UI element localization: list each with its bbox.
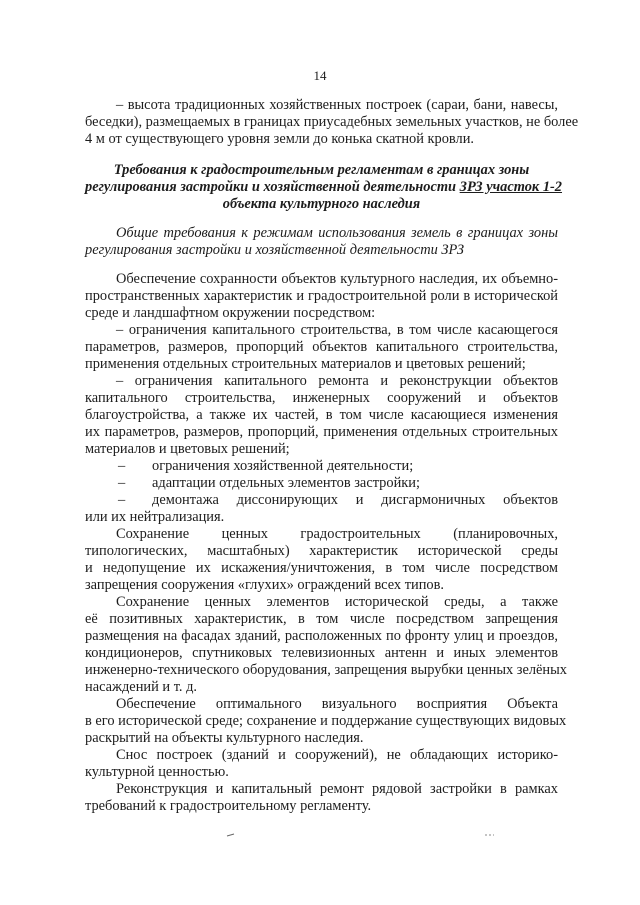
text-line: типологических, масштабных) характеристик исторической среды: [85, 543, 558, 559]
section-heading-text: регулирования застройки и хозяйственной деятельности: [85, 179, 460, 195]
zone-code: ЗРЗ участок 1-2: [459, 179, 563, 195]
text-line: Снос построек (зданий и сооружений), не обладающих историко-: [116, 747, 558, 763]
list-item: ограничения хозяйственной деятельности;: [152, 458, 414, 474]
text-line: запрещения сооружения «глухих» ограждений всех типов.: [85, 577, 445, 593]
section-heading: объекта культурного наследия: [222, 196, 421, 212]
text-line: среде и ландшафтном окружении посредством:: [85, 305, 376, 321]
text-line: беседки), размещаемых в границах приусадебных земельных участков, не более: [85, 114, 579, 130]
text-line: раскрытий на объекты культурного наследия.: [85, 730, 364, 746]
text-line: или их нейтрализация.: [85, 509, 225, 525]
text-line: Реконструкция и капитальный ремонт рядовой застройки в рамках: [116, 781, 558, 797]
text-line: кондиционеров, спутниковых телевизионных антенн и иных элементов: [85, 645, 558, 661]
text-line: капитального строительства, инженерных сооружений и объектов: [85, 390, 558, 406]
page-number: 14: [313, 68, 327, 83]
text-line: Обеспечение оптимального визуального восприятия Объекта: [116, 696, 558, 712]
section-heading: Требования к градостроительным регламентам в границах зоны: [113, 162, 530, 178]
text-line: их параметров, размеров, пропорций, применения отдельных строительных: [85, 424, 558, 440]
list-dash: –: [118, 492, 126, 508]
subheading: регулирования застройки и хозяйственной деятельности ЗРЗ: [85, 242, 464, 258]
subheading: Общие требования к режимам использования земель в границах зоны: [116, 225, 558, 241]
text-line: материалов и цветовых решений;: [85, 441, 290, 457]
text-line: инженерно-технического оборудования, запрещения вырубки ценных зелёных: [85, 662, 567, 678]
text-line: параметров, размеров, пропорций объектов капитального строительства,: [85, 339, 558, 355]
text-line: в его исторической среде; сохранение и поддержание существующих видовых: [85, 713, 567, 729]
text-line: Сохранение ценных элементов исторической среды, а также: [116, 594, 558, 610]
text-line: размещения на фасадах зданий, расположенных по фронту улиц и проездов,: [85, 628, 558, 644]
text-line: пространственных характеристик и градостроительной роли в исторической: [85, 288, 558, 304]
text-line: – ограничения капитального строительства, в том числе касающегося: [116, 322, 558, 338]
text-line: Обеспечение сохранности объектов культурного наследия, их объемно-: [116, 271, 558, 287]
text-line: требований к градостроительному регламенту.: [85, 798, 372, 814]
list-item: демонтажа диссонирующих и дисгармоничных объектов: [152, 492, 558, 508]
text-line: 4 м от существующего уровня земли до конька скатной кровли.: [85, 131, 475, 147]
text-line: благоустройства, а также их частей, в том числе касающиеся изменения: [85, 407, 558, 423]
scan-speck: [484, 832, 496, 838]
text-line: применения отдельных строительных материалов и цветовых решений;: [85, 356, 526, 372]
list-dash: –: [118, 458, 126, 474]
text-line: её позитивных характеристик, в том числе посредством запрещения: [85, 611, 558, 627]
text-line: и недопущение их искажения/уничтожения, в том числе посредством: [85, 560, 558, 576]
text-line: – ограничения капитального ремонта и реконструкции объектов: [116, 373, 558, 389]
list-dash: –: [118, 475, 126, 491]
text-line: – высота традиционных хозяйственных построек (сараи, бани, навесы,: [116, 97, 558, 113]
text-line: насаждений и т. д.: [85, 679, 198, 695]
text-line: культурной ценностью.: [85, 764, 229, 780]
scan-speck: [226, 832, 236, 838]
list-item: адаптации отдельных элементов застройки;: [152, 475, 420, 491]
text-line: Сохранение ценных градостроительных (планировочных,: [116, 526, 558, 542]
section-heading: [85, 179, 563, 196]
